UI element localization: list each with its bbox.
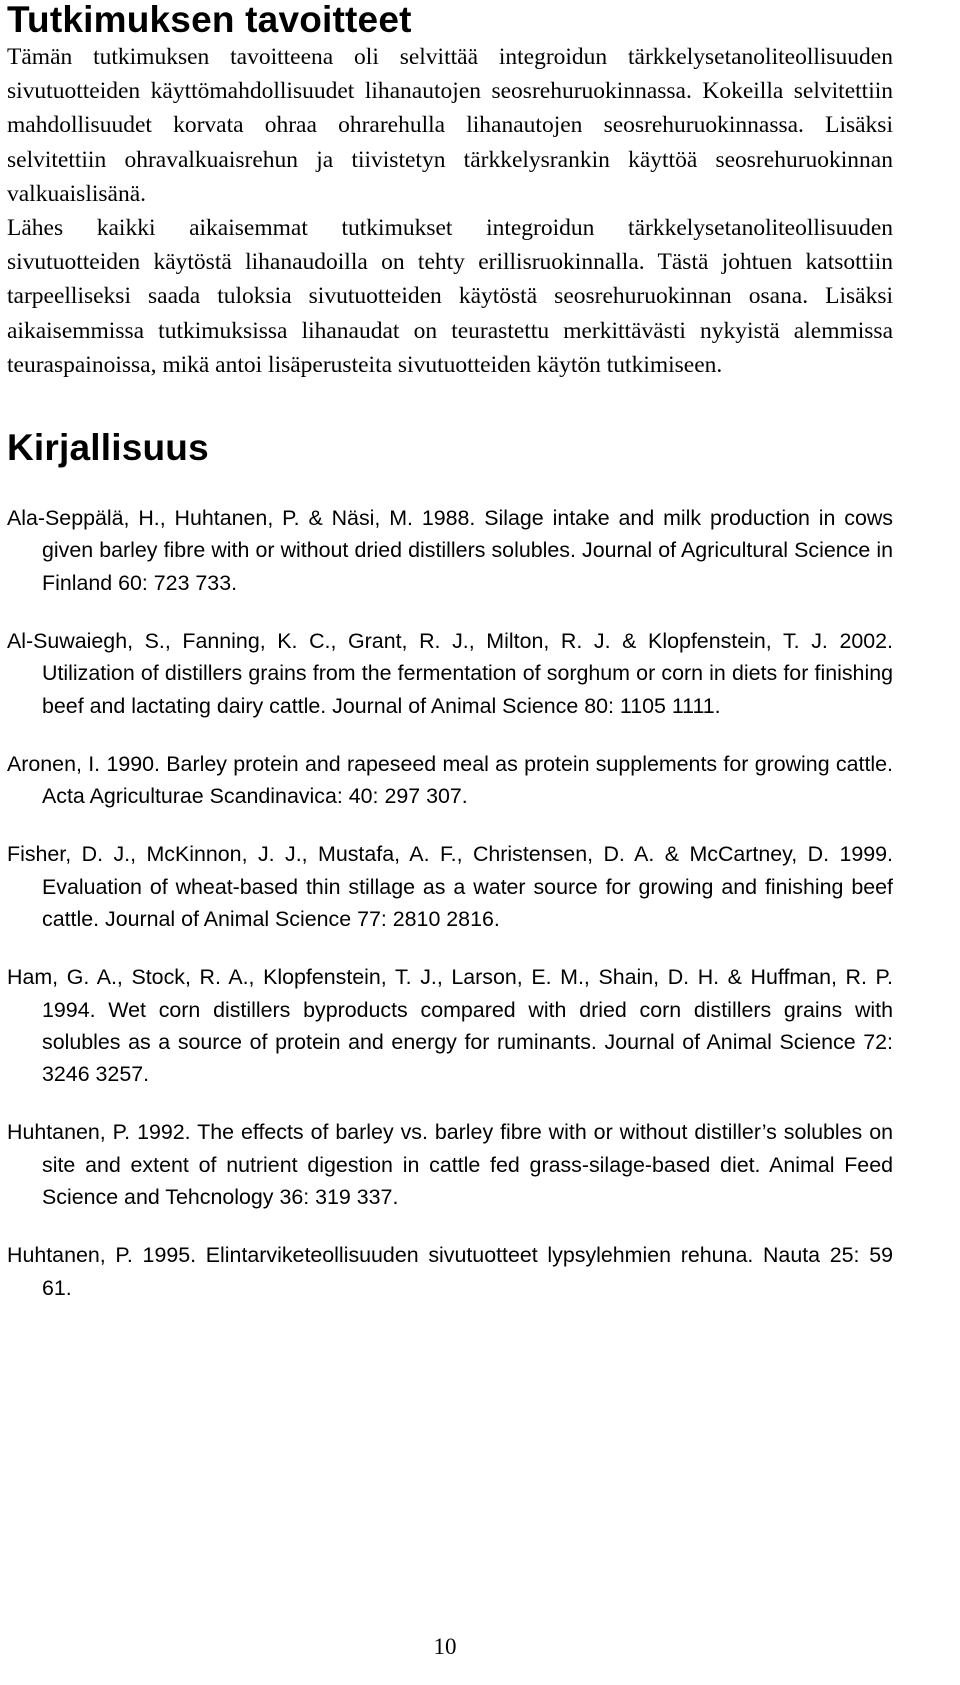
reference-item: Aronen, I. 1990. Barley protein and rapeseed meal as protein supplements for growing cattle. Acta Agriculturae Scandinavica: 40: 297 307. [7, 751, 893, 809]
section-title: Tutkimuksen tavoitteet [7, 0, 412, 40]
reference-list [7, 502, 893, 1304]
reference-item: Fisher, D. J., McKinnon, J. J., Mustafa, A. F., Christensen, D. A. & McCartney, D. 1999. Evaluation of wheat-based thin stillage as a water source for growing and finishing beef cattle. Journal of Animal Science 77: 2810 2816. [7, 842, 893, 931]
document-page [7, 0, 893, 1330]
body-paragraph: Lähes kaikki aikaisemmat tutkimukset integroidun tärkkelysetanoliteollisuuden sivutuotteiden käytöstä lihanaudoilla on tehty erillisruokinnalla. Tästä johtuen katsottiin tarpeelliseksi saada tuloksia sivutuotteiden käytöstä seosrehuruokinnan osana. Lisäksi aikaisemmissa tutkimuksissa lihanaudat on teurastettu merkittävästi nykyistä alemmissa teuraspainoissa, mikä antoi lisäperusteita sivutuotteiden käytön tutkimiseen. [7, 215, 893, 378]
page-number: 10 [433, 1634, 457, 1659]
references-title: Kirjallisuus [7, 427, 209, 469]
body-paragraph: Tämän tutkimuksen tavoitteena oli selvittää integroidun tärkkelysetanoliteollisuuden sivutuotteiden käyttömahdollisuudet lihanautojen seosrehuruokinnassa. Kokeilla selvitettiin mahdollisuudet korvata ohraa ohrarehulla lihanautojen seosrehuruokinnassa. Lisäksi selvitettiin ohravalkuaisrehun ja tiivistetyn tärkkelysrankin käyttöä seosrehuruokinnan valkuaislisänä. [7, 44, 893, 207]
reference-item: Ham, G. A., Stock, R. A., Klopfenstein, T. J., Larson, E. M., Shain, D. H. & Huffman, R. P. 1994. Wet corn distillers byproducts compared with dried corn distillers grains with solubles as a source of protein and energy for ruminants. Journal of Animal Science 72: 3246 3257. [7, 965, 893, 1087]
reference-item: Huhtanen, P. 1992. The effects of barley vs. barley fibre with or without distiller’s solubles on site and extent of nutrient digestion in cattle fed grass-silage-based diet. Animal Feed Science and Tehcnology 36: 319 337. [7, 1120, 893, 1210]
reference-item: Al-Suwaiegh, S., Fanning, K. C., Grant, R. J., Milton, R. J. & Klopfenstein, T. J. 2002. Utilization of distillers grains from the fermentation of sorghum or corn in diets for finishing beef and lactating dairy cattle. Journal of Animal Science 80: 1105 1111. [7, 628, 893, 718]
reference-item: Ala-Seppälä, H., Huhtanen, P. & Näsi, M. 1988. Silage intake and milk production in cows given barley fibre with or without dried distillers solubles. Journal of Agricultural Science in Finland 60: 723 733. [7, 506, 893, 595]
reference-item: Huhtanen, P. 1995. Elintarviketeollisuuden sivutuotteet lypsylehmien rehuna. Nauta 25: 59 61. [7, 1243, 893, 1300]
